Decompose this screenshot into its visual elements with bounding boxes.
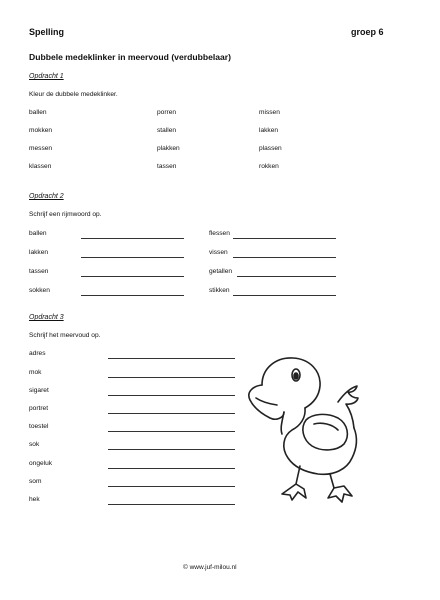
- singular-word: sok: [29, 441, 40, 448]
- rhyme-word: ballen: [29, 230, 47, 237]
- word-item: missen: [259, 109, 280, 116]
- opdracht-3-label: Opdracht 3: [29, 314, 64, 321]
- worksheet-title: Dubbele medeklinker in meervoud (verdubbelaar): [29, 52, 232, 62]
- word-item: plassen: [259, 145, 282, 152]
- word-item: tassen: [157, 163, 177, 170]
- duck-beak-line: [256, 398, 277, 405]
- duck-wing-feather: [314, 423, 338, 430]
- duck-right-foot: [328, 486, 352, 502]
- word-item: messen: [29, 145, 53, 152]
- group-label: groep 6: [351, 27, 384, 37]
- opdracht-2-label: Opdracht 2: [29, 193, 64, 200]
- singular-word: sigaret: [29, 387, 49, 394]
- opdracht-1-label: Opdracht 1: [29, 73, 64, 80]
- word-item: ballen: [29, 109, 47, 116]
- rhyme-word: flessen: [209, 230, 230, 237]
- duck-chest: [281, 412, 284, 434]
- singular-word: mok: [29, 369, 42, 376]
- opdracht-1-instruction: Kleur de dubbele medeklinker.: [29, 91, 118, 98]
- rhyme-word: getallen: [209, 268, 233, 275]
- rhyme-word: stikken: [209, 287, 230, 294]
- duck-wing: [303, 414, 347, 450]
- word-item: stallen: [157, 127, 177, 134]
- rhyme-word: vissen: [209, 249, 228, 256]
- duck-tail: [338, 386, 358, 428]
- word-item: mokken: [29, 127, 53, 134]
- opdracht-3-instruction: Schrijf het meervoud op.: [29, 332, 101, 339]
- opdracht-2-instruction: Schrijf een rijmwoord op.: [29, 211, 102, 218]
- rhyme-word: lakken: [29, 249, 49, 256]
- singular-word: som: [29, 478, 42, 485]
- word-item: plakken: [157, 145, 180, 152]
- word-item: lakken: [259, 127, 279, 134]
- singular-word: hek: [29, 496, 40, 503]
- singular-word: adres: [29, 350, 46, 357]
- singular-word: toestel: [29, 423, 49, 430]
- duck-left-leg: [296, 466, 300, 484]
- rhyme-word: tassen: [29, 268, 49, 275]
- duck-head-outline: [262, 358, 320, 408]
- duck-left-foot: [282, 484, 306, 500]
- copyright-footer: © www.juf-milou.nl: [183, 564, 237, 571]
- singular-word: portret: [29, 405, 49, 412]
- word-item: porren: [157, 109, 177, 116]
- word-item: rokken: [259, 163, 279, 170]
- rhyme-word: sokken: [29, 287, 50, 294]
- singular-word: ongeluk: [29, 460, 53, 467]
- subject-label: Spelling: [29, 27, 65, 37]
- duck-right-leg: [330, 474, 334, 488]
- word-item: klassen: [29, 163, 52, 170]
- duck-pupil: [294, 373, 298, 379]
